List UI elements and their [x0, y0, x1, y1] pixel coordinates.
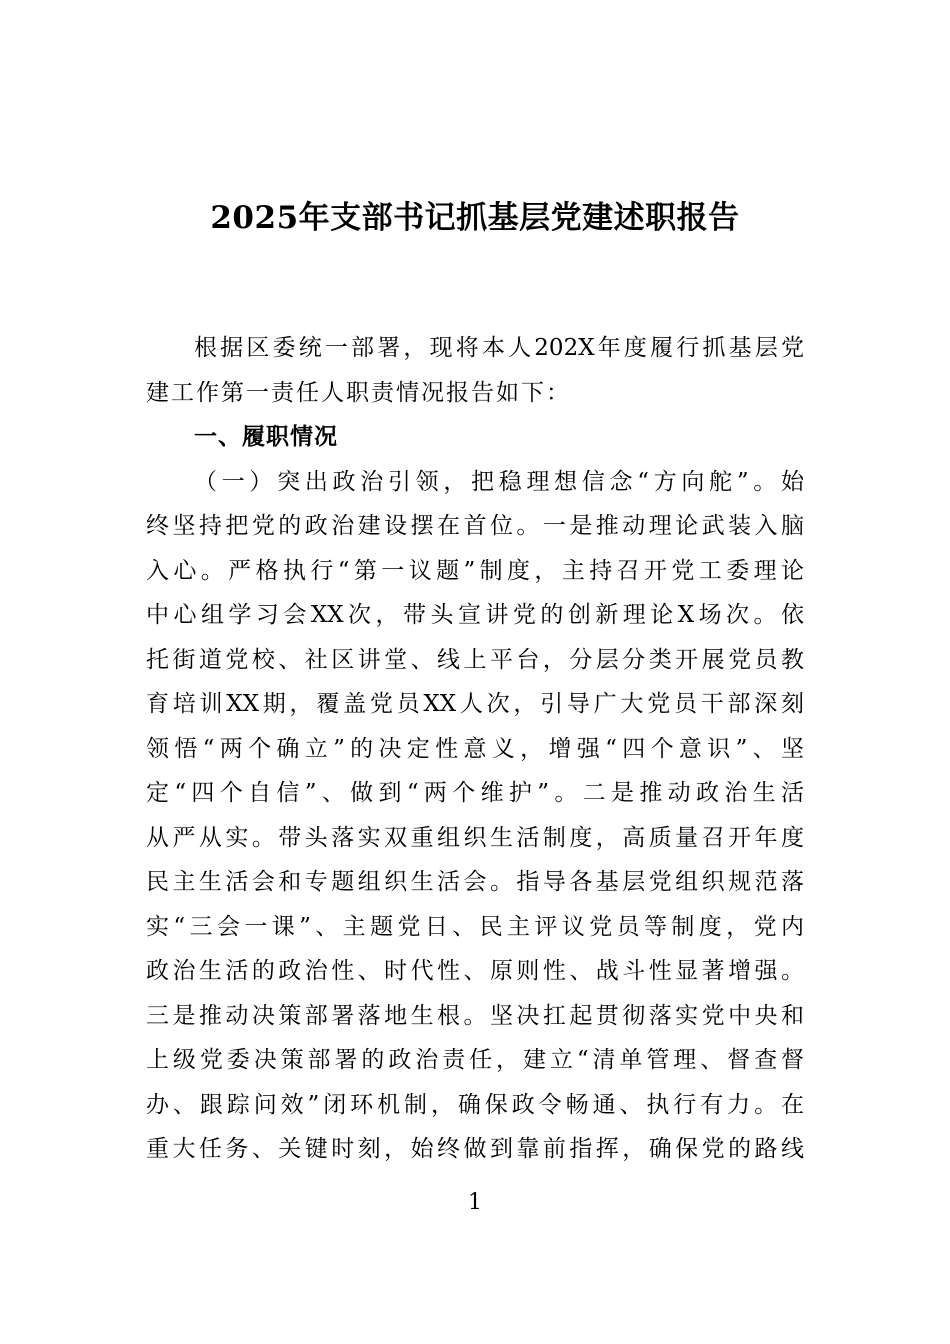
body-text-line: （一）突出政治引领，把稳理想信念“方向舵”。始: [194, 468, 804, 495]
body-text-line: 政治生活的政治性、时代性、原则性、战斗性显著增强。: [146, 958, 804, 984]
body-text-line: 定“四个自信”、做到“两个维护”。二是推动政治生活: [146, 780, 804, 806]
section-heading: 一、履职情况: [194, 424, 338, 450]
body-text-line: 入心。严格执行“第一议题”制度，主持召开党工委理论: [146, 557, 804, 584]
body-text-line: 实“三会一课”、主题党日、民主评议党员等制度，党内: [146, 913, 804, 940]
body-text-line: 中心组学习会XX次，带头宣讲党的创新理论X场次。依: [146, 602, 804, 628]
body-text-line: 建工作第一责任人职责情况报告如下：: [146, 379, 571, 406]
body-text-line: 办、跟踪问效”闭环机制，确保政令畅通、执行有力。在: [146, 1091, 804, 1118]
document-title: 2025年支部书记抓基层党建述职报告: [210, 200, 740, 236]
body-text-line: 从严从实。带头落实双重组织生活制度，高质量召开年度: [146, 824, 804, 851]
body-text-line: 终坚持把党的政治建设摆在首位。一是推动理论武装入脑: [146, 513, 804, 539]
body-text-line: 领悟“两个确立”的决定性意义，增强“四个意识”、坚: [146, 735, 804, 762]
page-number: 1: [468, 1190, 482, 1215]
body-text-line: 重大任务、关键时刻，始终做到靠前指挥，确保党的路线: [146, 1136, 804, 1162]
body-text-line: 育培训XX期，覆盖党员XX人次，引导广大党员干部深刻: [146, 691, 804, 717]
body-text-line: 托街道党校、社区讲堂、线上平台，分层分类开展党员教: [146, 646, 804, 673]
body-text-line: 根据区委统一部署，现将本人202X年度履行抓基层党: [194, 335, 804, 361]
body-text-line: 民主生活会和专题组织生活会。指导各基层党组织规范落: [146, 869, 804, 895]
body-text-line: 上级党委决策部署的政治责任，建立“清单管理、督查督: [146, 1047, 804, 1073]
body-text-line: 三是推动决策部署落地生根。坚决扛起贯彻落实党中央和: [146, 1002, 804, 1029]
